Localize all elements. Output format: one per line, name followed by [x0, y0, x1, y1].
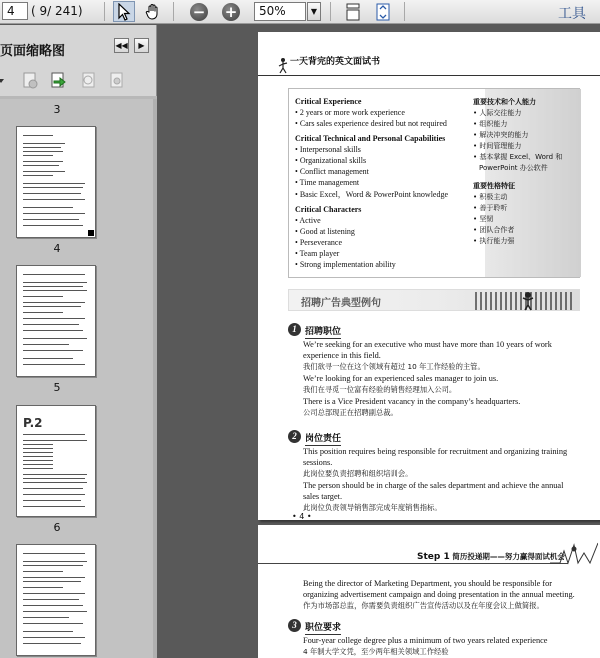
zoom-in-button[interactable] [220, 1, 242, 22]
text-line: 此岗位要负责招聘和组织培训会。 [303, 469, 413, 478]
cn-list-item-continued: PowerPoint 办公软件 [479, 164, 548, 172]
minus-circle-icon: − [190, 3, 208, 21]
thumbnail-label: 3 [53, 103, 61, 116]
section-heading: 岗位责任 [305, 431, 341, 446]
decoration-scribble-icon [550, 541, 598, 565]
section-number-badge: 2 [288, 430, 301, 443]
document-viewer[interactable] [158, 25, 600, 658]
text-line: 公司总部现正在招聘副总裁。 [303, 408, 398, 417]
text-line: 作为市场部总监，你需要负责组织广告宣传活动以及在年度会议上做简报。 [303, 601, 544, 610]
panel-options-button[interactable]: ▶ [134, 38, 149, 53]
zoom-out-button[interactable] [188, 1, 210, 22]
toolbar-separator [173, 2, 174, 21]
tools-menu[interactable]: 工具 [558, 6, 586, 22]
hand-icon [144, 3, 162, 21]
collapse-panel-button[interactable]: ◀◀ [114, 38, 129, 53]
text-line: The person should be in charge of the sales department and achieve the annual [303, 481, 564, 490]
page-footer-number: • 4 • [292, 512, 312, 520]
cn-list-item: • 组织能力 [473, 119, 507, 129]
text-line: We’re looking for an experienced sales manager to join us. [303, 374, 499, 383]
text-line: experience in this field. [303, 351, 381, 360]
banner-title: 招聘广告典型例句 [301, 298, 381, 309]
text-line: organizing advertisement campaign and doing presentation in the annual meeting. [303, 590, 575, 599]
page-total-label: ( 9/ 241) [31, 4, 83, 18]
section-banner [288, 289, 580, 311]
options-icon[interactable] [0, 70, 14, 90]
list-item: • Perseverance [295, 238, 342, 247]
list-item: • Good at listening [295, 227, 355, 236]
page-thumbnail[interactable] [16, 126, 96, 238]
plus-circle-icon: + [222, 3, 240, 21]
cn-list-item: • 善于聆听 [473, 203, 507, 213]
critical-characters-heading: Critical Characters [295, 205, 362, 214]
page-thumbnail[interactable]: P.2 [16, 405, 96, 517]
section-heading: 职位要求 [305, 620, 341, 635]
thumbnail-label: 4 [53, 242, 61, 255]
page-icon [345, 3, 361, 21]
step-title: 简历投递期——努力赢得面试机会 [452, 552, 565, 561]
runner-figure-icon [278, 58, 288, 74]
zoom-dropdown-button[interactable]: ▼ [307, 2, 321, 21]
cn-list-item: • 团队合作者 [473, 225, 514, 235]
hand-tool-button[interactable] [142, 1, 164, 22]
list-item: • Basic Excel，Word & PowerPoint knowledge [295, 189, 448, 200]
cn-list-item: • 时间管理能力 [473, 141, 521, 151]
thumbnail-panel [0, 25, 157, 658]
cn-list-item: • 基本掌握 Excel、Word 和 [473, 152, 562, 162]
cn-list-item: • 坚韧 [473, 214, 493, 224]
panel-title: 页面缩略图 [0, 44, 66, 59]
text-line: Four-year college degree plus a minimum of two years related experience [303, 636, 548, 645]
thumbnail-list[interactable] [0, 99, 157, 658]
zoom-level-input[interactable]: 50% [254, 2, 306, 21]
text-line: 我们欲寻一位在这个领域有超过 10 年工作经验的主管。 [303, 362, 485, 371]
requirements-box [288, 88, 580, 278]
list-item: • Conflict management [295, 167, 369, 176]
single-page-button[interactable] [342, 1, 364, 22]
thumbnail-toolbar [0, 68, 157, 93]
section-heading: 招聘职位 [305, 324, 341, 339]
page-properties-icon[interactable] [106, 70, 126, 90]
step-header [417, 551, 565, 562]
list-item: • Cars sales experience desired but not required [295, 119, 447, 128]
fit-page-button[interactable] [372, 1, 394, 22]
document-page [258, 525, 600, 658]
cn-skills-heading: 重要技术和个人能力 [473, 98, 536, 106]
header-rule [258, 563, 568, 564]
toolbar-separator [330, 2, 331, 21]
thumbnail-label: 6 [53, 521, 61, 534]
cn-list-item: • 积极主动 [473, 192, 507, 202]
text-line: We’re seeking for an executive who must have more than 10 years of work [303, 340, 552, 349]
delete-page-icon[interactable] [20, 70, 40, 90]
header-logo-text: 一天背完的英文面试书 [290, 57, 381, 67]
toolbar [0, 0, 600, 24]
page-thumbnail[interactable] [16, 544, 96, 656]
thumbnail-label: 5 [53, 381, 61, 394]
cursor-arrow-icon [116, 3, 132, 21]
extract-page-icon[interactable] [48, 70, 68, 90]
select-tool-button[interactable] [113, 1, 135, 22]
page-number-input[interactable]: 4 [2, 2, 28, 20]
cn-list-item: • 解决冲突的能力 [473, 130, 528, 140]
text-line: 4 年制大学文凭，至少两年相关领域工作经验 [303, 647, 449, 656]
text-line: 我们在寻觅一位富有经验的销售经理加入公司。 [303, 385, 457, 394]
text-line: Being the director of Marketing Department, you should be responsible for [303, 579, 553, 588]
critical-experience-heading: Critical Experience [295, 97, 362, 106]
cn-list-item: • 执行能力强 [473, 236, 514, 246]
cn-traits-heading: 重要性格特征 [473, 182, 515, 190]
section-number-badge: 1 [288, 323, 301, 336]
text-line: sales target. [303, 492, 343, 501]
page-thumbnail[interactable] [16, 265, 96, 377]
list-item: • Time management [295, 178, 359, 187]
list-item: • Active [295, 216, 321, 225]
section-number-badge: 3 [288, 619, 301, 632]
list-item: • Team player [295, 249, 339, 258]
person-figure-icon [521, 291, 535, 311]
fit-page-icon [375, 3, 391, 21]
toolbar-separator [104, 2, 105, 21]
text-line: There is a Vice President vacancy in the company’s headquarters. [303, 397, 521, 406]
list-item: • Strong implementation ability [295, 260, 396, 269]
list-item: • Interpersonal skills [295, 145, 361, 154]
text-line: This position requires being responsible for recruitment and organizing training [303, 447, 568, 456]
cn-list-item: • 人际交往能力 [473, 108, 521, 118]
rotate-page-icon[interactable] [78, 70, 98, 90]
text-line: 此岗位负责领导销售部完成年度销售指标。 [303, 503, 442, 512]
document-page [258, 32, 600, 520]
step-label: Step 1 [417, 552, 450, 562]
list-item: • 2 years or more work experience [295, 108, 405, 117]
text-line: sessions. [303, 458, 333, 467]
toolbar-separator [404, 2, 405, 21]
header-rule [258, 75, 600, 76]
thumbnail-scrollbar[interactable] [153, 99, 157, 658]
critical-technical-heading: Critical Technical and Personal Capabilities [295, 134, 446, 143]
list-item: • Organizational skills [295, 156, 366, 165]
